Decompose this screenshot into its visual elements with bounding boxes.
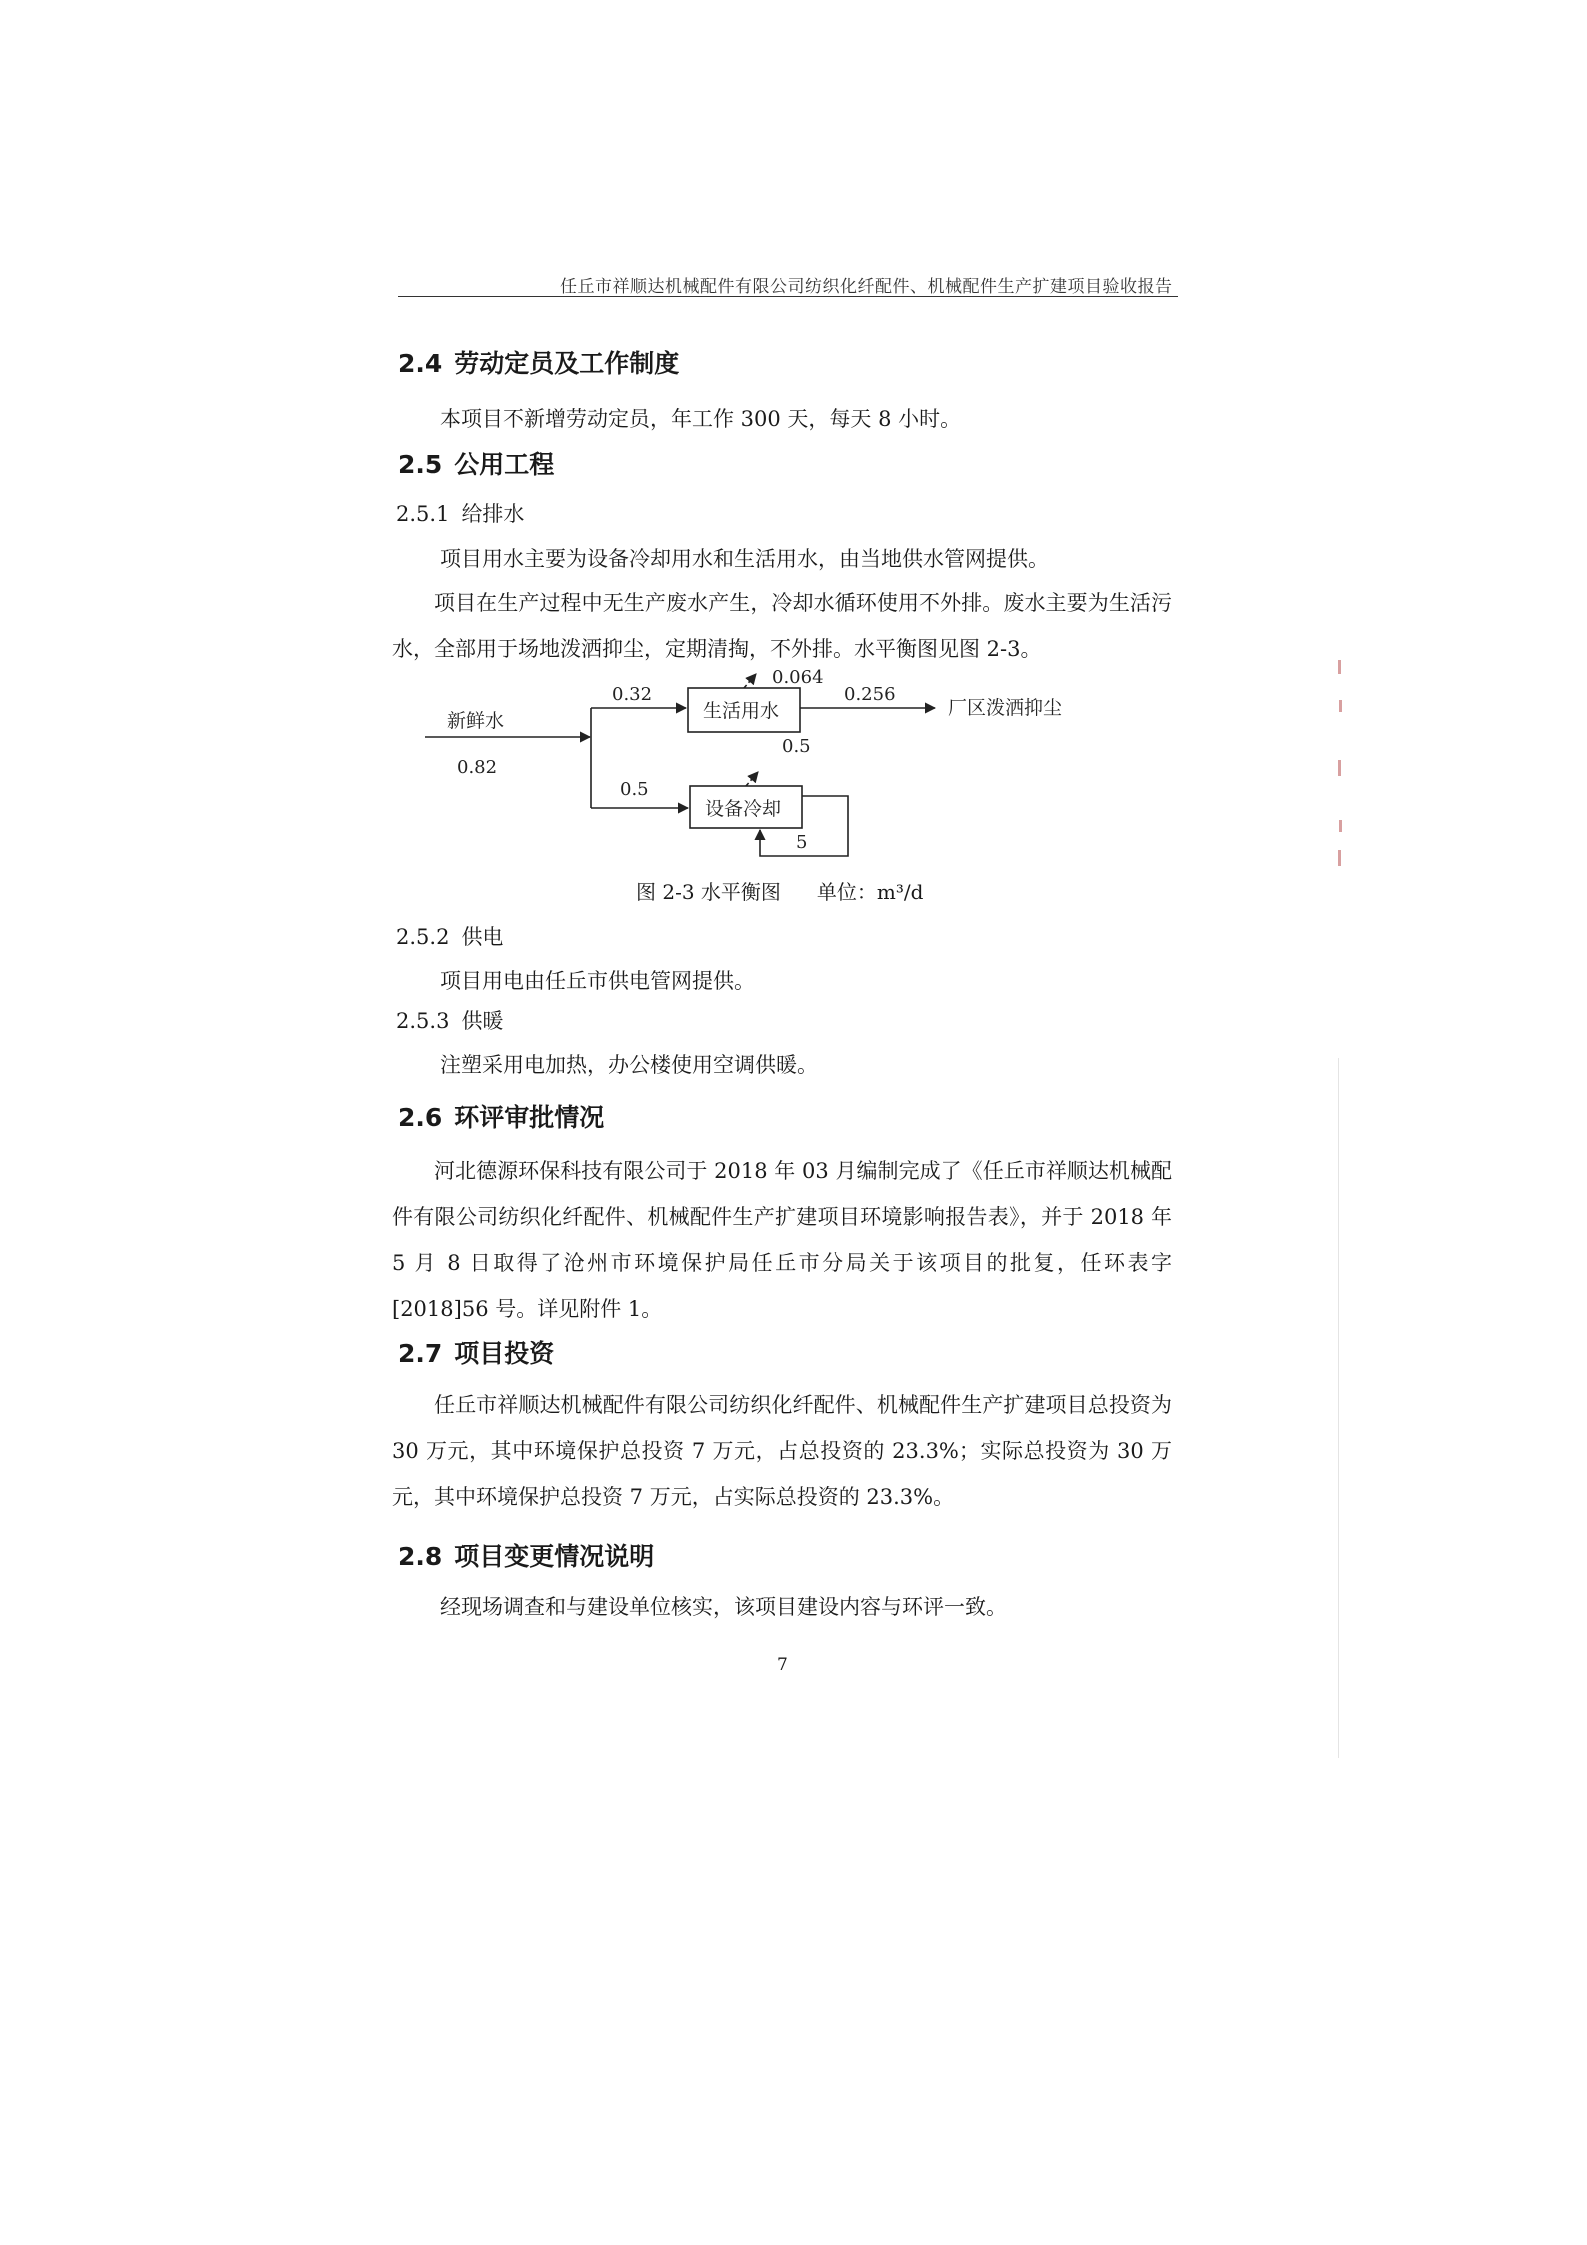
subsection-number: 2.5.1	[396, 502, 450, 526]
scan-edge-line	[1338, 1058, 1339, 1758]
subsection-number: 2.5.3	[396, 1009, 450, 1033]
value-bottom-branch: 0.5	[620, 779, 649, 800]
page-number: 7	[777, 1655, 788, 1675]
scan-artifact	[1339, 700, 1342, 712]
value-source: 0.82	[457, 757, 498, 778]
label-destination: 厂区泼洒抑尘	[948, 697, 1063, 719]
subsection-2-5-1-paragraph-2: 项目在生产过程中无生产废水产生，冷却水循环使用不外排。废水主要为生活污水，全部用于场地泼洒抑尘，定期清掏，不外排。水平衡图见图 2-3。	[392, 591, 1172, 661]
section-number: 2.8	[398, 1542, 443, 1571]
value-top-loss: 0.064	[772, 667, 824, 688]
top-loss-arrow	[744, 674, 756, 688]
section-title: 公用工程	[454, 450, 555, 479]
section-title: 项目变更情况说明	[454, 1542, 655, 1571]
section-title: 环评审批情况	[454, 1103, 605, 1132]
subsection-number: 2.5.2	[396, 925, 450, 949]
caption-text: 图 2-3 水平衡图	[636, 880, 781, 904]
subsection-title: 给排水	[461, 502, 525, 526]
section-number: 2.7	[398, 1339, 443, 1368]
scan-artifact	[1338, 760, 1341, 776]
section-title: 劳动定员及工作制度	[454, 349, 680, 378]
scan-artifact	[1339, 820, 1342, 832]
section-2-6-paragraph: 河北德源环保科技有限公司于 2018 年 03 月编制完成了《任丘市祥顺达机械配件有限公司纺织化纤配件、机械配件生产扩建项目环境影响报告表》，并于 2018 年 5 月 8 日取得了沧州市环境保护局任丘市分局关于该项目的批复，任环表字[2018]56 号。详见附件 1。	[392, 1159, 1172, 1321]
subsection-2-5-3-paragraph: 注塑采用电加热，办公楼使用空调供暖。	[440, 1053, 818, 1077]
section-2-8-paragraph: 经现场调查和与建设单位核实，该项目建设内容与环评一致。	[440, 1595, 1007, 1619]
label-box-domestic-water: 生活用水	[703, 700, 780, 722]
subsection-title: 供暖	[461, 1009, 504, 1033]
section-2-6-heading	[398, 1098, 604, 1134]
value-top-branch: 0.32	[612, 684, 653, 705]
section-2-8-heading	[398, 1537, 654, 1573]
section-2-7-heading	[398, 1334, 554, 1370]
subsection-2-5-2-paragraph: 项目用电由任丘市供电管网提供。	[440, 969, 755, 993]
section-title: 项目投资	[454, 1339, 555, 1368]
bottom-loss-arrow	[746, 772, 758, 786]
subsection-2-5-3-heading	[396, 1005, 503, 1035]
subsection-title: 供电	[461, 925, 504, 949]
scan-artifact	[1338, 850, 1341, 866]
caption-unit: 单位：m³/d	[816, 880, 924, 904]
section-2-4-paragraph: 本项目不新增劳动定员，年工作 300 天，每天 8 小时。	[440, 407, 962, 431]
subsection-2-5-2-heading	[396, 921, 503, 951]
section-number: 2.6	[398, 1103, 443, 1132]
value-bottom-loss: 0.5	[782, 736, 811, 757]
label-source: 新鲜水	[447, 710, 505, 732]
section-number: 2.4	[398, 349, 443, 378]
scan-artifact	[1338, 660, 1341, 674]
value-recycle: 5	[796, 832, 808, 853]
section-2-7-paragraph: 任丘市祥顺达机械配件有限公司纺织化纤配件、机械配件生产扩建项目总投资为 30 万元，其中环境保护总投资 7 万元，占总投资的 23.3%；实际总投资为 30 万元，其中环境保护总投资 7 万元，占实际总投资的 23.3%。	[392, 1393, 1172, 1509]
value-top-output: 0.256	[844, 684, 896, 705]
subsection-2-5-1-paragraph-1: 项目用水主要为设备冷却用水和生活用水，由当地供水管网提供。	[440, 547, 1049, 571]
section-number: 2.5	[398, 450, 443, 479]
running-header: 任丘市祥顺达机械配件有限公司纺织化纤配件、机械配件生产扩建项目验收报告	[560, 277, 1173, 297]
figure-caption	[636, 876, 923, 905]
label-box-equipment-cooling: 设备冷却	[705, 798, 782, 820]
